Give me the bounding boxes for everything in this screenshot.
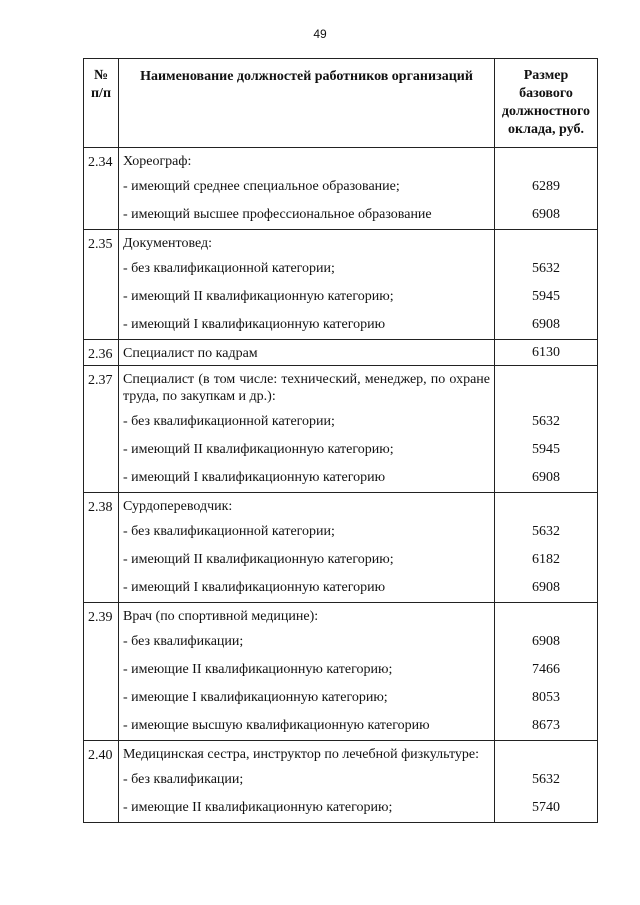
- salary-cell: [495, 230, 598, 340]
- row-number: 2.37: [84, 366, 119, 493]
- position-title: Сурдопереводчик:: [123, 499, 233, 514]
- salary-value: 6908: [532, 634, 560, 649]
- table-body: [84, 148, 598, 823]
- sub-position: - имеющие II квалификационную категорию;: [123, 662, 393, 677]
- salary-value: 5632: [532, 414, 560, 429]
- position-title: Хореограф:: [123, 154, 192, 169]
- position-title-salary: [495, 148, 597, 173]
- position-title-salary: [495, 230, 597, 255]
- sub-position: - без квалификации;: [123, 772, 244, 787]
- position-title-salary: [495, 741, 597, 766]
- salary-value: 6182: [532, 552, 560, 567]
- position-title-salary: 6130: [532, 345, 560, 360]
- table-row: [84, 148, 598, 230]
- position-title: Медицинская сестра, инструктор по лечебной физкультуре:: [123, 747, 480, 762]
- header-number: № п/п: [84, 59, 119, 148]
- table-row: [84, 603, 598, 741]
- salary-cell: [495, 493, 598, 603]
- position-cell: [119, 366, 495, 493]
- position-title-salary: [495, 603, 597, 628]
- salary-value: 5740: [532, 800, 560, 815]
- sub-position: - имеющий II квалификационную категорию;: [123, 552, 394, 567]
- sub-position: - имеющие высшую квалификационную категорию: [123, 718, 430, 733]
- salary-value: 6908: [532, 470, 560, 485]
- position-title: Документовед:: [123, 236, 213, 251]
- salary-cell: [495, 603, 598, 741]
- sub-position: - имеющий I квалификационную категорию: [123, 470, 386, 485]
- row-number: 2.36: [84, 340, 119, 366]
- position-title: Специалист (в том числе: технический, менеджер, по охране труда, по закупкам и др.):: [123, 372, 490, 404]
- position-cell: [119, 230, 495, 340]
- sub-position: - имеющий I квалификационную категорию: [123, 317, 386, 332]
- position-cell: [119, 741, 495, 823]
- salary-cell: [495, 366, 598, 493]
- sub-position: - имеющий II квалификационную категорию;: [123, 289, 394, 304]
- sub-position: - без квалификационной категории;: [123, 524, 335, 539]
- salary-value: 7466: [532, 662, 560, 677]
- table-row: [84, 493, 598, 603]
- row-number: 2.38: [84, 493, 119, 603]
- salary-cell: [495, 741, 598, 823]
- salary-value: 8053: [532, 690, 560, 705]
- header-position-name: Наименование должностей работников организаций: [119, 59, 495, 148]
- salary-value: 5945: [532, 442, 560, 457]
- salary-value: 6908: [532, 317, 560, 332]
- table-row: [84, 340, 598, 366]
- salary-value: 5945: [532, 289, 560, 304]
- position-title: Специалист по кадрам: [123, 346, 258, 361]
- salary-value: 5632: [532, 524, 560, 539]
- sub-position: - имеющий II квалификационную категорию;: [123, 442, 394, 457]
- sub-position: - без квалификационной категории;: [123, 414, 335, 429]
- sub-position: - имеющие I квалификационную категорию;: [123, 690, 388, 705]
- salary-value: 6908: [532, 207, 560, 222]
- salary-value: 6908: [532, 580, 560, 595]
- row-number: 2.34: [84, 148, 119, 230]
- row-number: 2.40: [84, 741, 119, 823]
- row-number: 2.39: [84, 603, 119, 741]
- position-title: Врач (по спортивной медицине):: [123, 609, 319, 624]
- salary-cell: [495, 148, 598, 230]
- table-row: [84, 741, 598, 823]
- sub-position: - без квалификации;: [123, 634, 244, 649]
- position-title-salary: [495, 493, 597, 518]
- salary-value: 8673: [532, 718, 560, 733]
- salary-table: [83, 58, 598, 823]
- position-cell: [119, 493, 495, 603]
- sub-position: - имеющий среднее специальное образование;: [123, 179, 400, 194]
- table-row: [84, 230, 598, 340]
- position-title-salary: [495, 366, 597, 408]
- page-number: 49: [313, 27, 327, 41]
- header-salary: Размер базового должностного оклада, руб.: [495, 59, 598, 148]
- sub-position: - без квалификационной категории;: [123, 261, 335, 276]
- row-number: 2.35: [84, 230, 119, 340]
- sub-position: - имеющие II квалификационную категорию;: [123, 800, 393, 815]
- position-cell: [119, 603, 495, 741]
- position-cell: [119, 148, 495, 230]
- sub-position: - имеющий высшее профессиональное образование: [123, 207, 432, 222]
- sub-position: - имеющий I квалификационную категорию: [123, 580, 386, 595]
- table-row: [84, 366, 598, 493]
- position-cell: [119, 340, 495, 366]
- salary-value: 5632: [532, 772, 560, 787]
- salary-value: 6289: [532, 179, 560, 194]
- salary-cell: [495, 340, 598, 366]
- salary-value: 5632: [532, 261, 560, 276]
- table-header-row: [84, 59, 598, 148]
